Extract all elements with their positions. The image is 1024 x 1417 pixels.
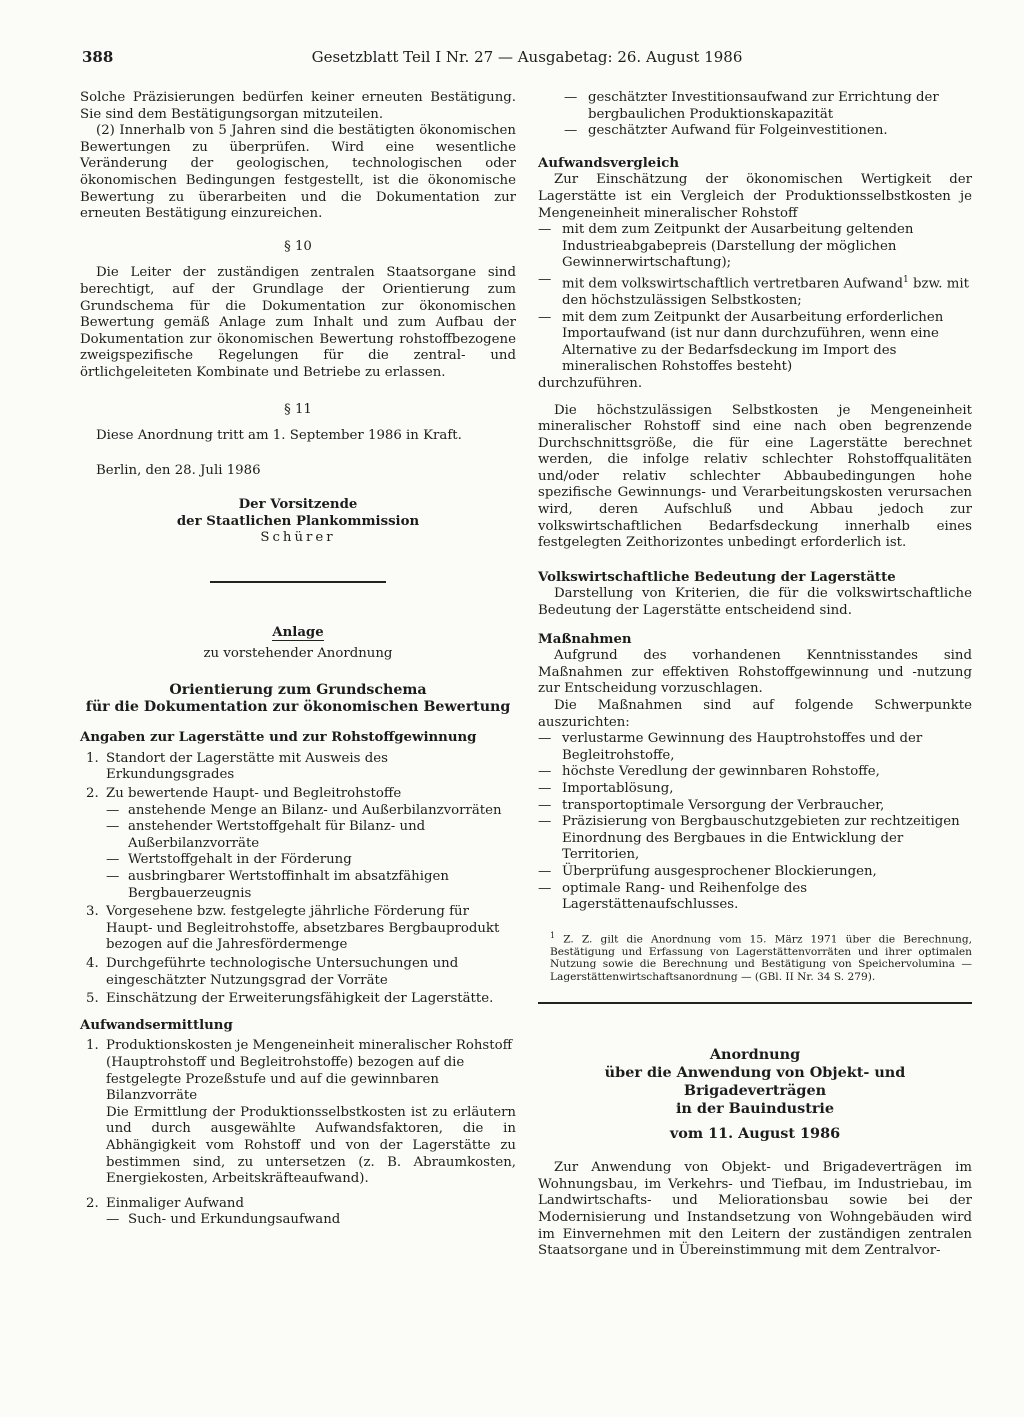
item-text: anstehende Menge an Bilanz- und Außerbilanzvorräten	[128, 802, 502, 818]
paragraph: Die Maßnahmen sind auf folgende Schwerpunkte auszurichten:	[538, 698, 972, 730]
list-item	[80, 904, 516, 954]
dash-glyph: —	[538, 731, 552, 747]
dash-glyph: —	[106, 869, 120, 884]
item-number: 2.	[86, 1195, 99, 1211]
list-item	[538, 798, 972, 815]
numbered-list	[80, 1038, 516, 1229]
section-heading: § 11	[284, 401, 312, 417]
list-item	[80, 751, 516, 784]
footnote	[538, 930, 972, 984]
subheading: Aufwandsvergleich	[538, 155, 680, 171]
numbered-list	[80, 751, 516, 1008]
list-item	[80, 1196, 516, 1229]
item-number: 5.	[86, 991, 99, 1007]
item-text: geschätzter Aufwand für Folgeinvestitionen.	[588, 123, 888, 139]
annex-subtitle: zu vorstehender Anordnung	[203, 645, 393, 661]
item-text: ausbringbarer Wertstoffinhalt im absatzfähigen Bergbauerzeugnis	[128, 869, 449, 901]
dash-list	[538, 222, 972, 376]
dash-glyph: —	[538, 780, 552, 796]
list-item	[80, 991, 516, 1008]
item-text: höchste Veredlung der gewinnbaren Rohstoffe,	[562, 764, 880, 780]
dash-glyph: —	[538, 814, 552, 830]
item-text: Such- und Erkundungsaufwand	[128, 1212, 341, 1228]
dash-glyph: —	[106, 819, 120, 835]
list-item	[106, 852, 516, 869]
ordinance-subtitle: über die Anwendung von Objekt- und Brigadeverträgen	[604, 1063, 906, 1099]
ordinance-subtitle: in der Bauindustrie	[675, 1099, 835, 1117]
item-text: Zu bewertende Haupt- und Begleitrohstoffe	[106, 786, 402, 802]
dash-glyph: —	[106, 802, 120, 818]
list-item	[538, 222, 972, 272]
list-item	[538, 864, 972, 881]
dash-glyph: —	[106, 852, 120, 868]
list-item	[538, 781, 972, 798]
paragraph: Die höchstzulässigen Selbstkosten je Mengeneinheit mineralischer Rohstoff sind eine nach oben begrenzende Durchschnittsgröße, die für eine Lagerstätte berechnet werden, die infolge relativ schlechter Rohstoffqualitäten und/oder relativ schlechter Abbaubedingungen hohe spezifische Gewinnungs- und Verarbeitungskosten verursachen wird, deren Aufschluß und Abbau jedoch zur volkswirtschaftlichen Bedarfsdeckung innerhalb eines festgelegten Zeithorizontes unbedingt erforderlich ist.	[538, 402, 972, 551]
item-text: Standort der Lagerstätte mit Ausweis des Erkundungsgrades	[106, 750, 388, 783]
dash-glyph: —	[564, 90, 578, 105]
paragraph: Zur Anwendung von Objekt- und Brigadeverträgen im Wohnungsbau, im Verkehrs- und Tiefbau, im Industriebau, im Landwirtschafts- und Meliorationsbau sowie bei der Modernisierung und Instandsetzung von Wohngebäuden wird im Einvernehmen mit den Leitern der zuständigen zentralen Staatsorgane und in Übereinstimmung mit dem Zentralvor-	[538, 1160, 972, 1259]
dash-glyph: —	[538, 222, 552, 238]
page-header	[82, 48, 972, 72]
list-item	[106, 869, 516, 902]
dash-list	[106, 803, 516, 903]
item-text: bzw. mit den höchstzulässigen Selbstkosten;	[562, 276, 969, 308]
paragraph: Darstellung von Kriterien, die für die volkswirtschaftliche Bedeutung der Lagerstätte entscheidend sind.	[538, 586, 972, 619]
divider	[538, 1002, 972, 1004]
list-item	[80, 1038, 516, 1187]
item-text: Durchgeführte technologische Untersuchungen und eingeschätzter Nutzungsgrad der Vorräte	[106, 955, 459, 988]
annex-title-line1: Orientierung zum Grundschema	[169, 682, 427, 699]
right-column	[538, 90, 972, 1260]
dash-list	[106, 1212, 516, 1229]
annex-label: Anlage	[272, 625, 324, 641]
subheading: Maßnahmen	[538, 631, 632, 647]
list-item	[538, 881, 972, 914]
section-heading: § 10	[284, 238, 312, 254]
subheading: Angaben zur Lagerstätte und zur Rohstoffgewinnung	[80, 730, 477, 746]
dash-glyph: —	[564, 123, 578, 139]
item-text: Produktionskosten je Mengeneinheit mineralischer Rohstoff (Hauptrohstoff und Begleitrohstoffe) bezogen auf die festgelegte Prozeßstufe und auf die gewinnbaren Bilanzvorräte	[106, 1038, 513, 1104]
paragraph: Aufgrund des vorhandenen Kenntnisstandes sind Maßnahmen zur effektiven Rohstoffgewinnung und -nutzung zur Entscheidung vorzuschlagen.	[538, 648, 972, 697]
annex-title-line2: für die Dokumentation zur ökonomischen Bewertung	[85, 699, 511, 716]
list-item	[538, 123, 972, 140]
footnote-marker: 1	[902, 274, 909, 285]
list-item	[106, 1212, 516, 1229]
dash-glyph: —	[538, 271, 552, 287]
paragraph: Diese Anordnung tritt am 1. September 1986 in Kraft.	[96, 428, 462, 444]
item-text: mit dem zum Zeitpunkt der Ausarbeitung geltenden Industrieabgabepreis (Darstellung der möglichen Gewinnerwirtschaftung);	[562, 222, 914, 271]
page-number: 388	[82, 48, 114, 66]
subheading: Volkswirtschaftliche Bedeutung der Lagerstätte	[538, 569, 896, 585]
subheading: Aufwandsermittlung	[80, 1017, 233, 1033]
item-text: Präzisierung von Bergbauschutzgebieten zur rechtzeitigen Einordnung des Bergbaues in die Entwicklung der Territorien,	[562, 814, 960, 863]
item-text: Einschätzung der Erweiterungsfähigkeit der Lagerstätte.	[106, 991, 494, 1007]
list-item	[538, 814, 972, 864]
item-text: verlustarme Gewinnung des Hauptrohstoffes und der Begleitrohstoffe,	[562, 731, 923, 763]
ordinance-title: Anordnung	[709, 1045, 801, 1063]
paragraph: Zur Einschätzung der ökonomischen Wertigkeit der Lagerstätte ist ein Vergleich der Produktionsselbstkosten je Mengeneinheit mineralischer Rohstoff	[538, 172, 972, 221]
list-item	[538, 90, 972, 123]
list-item	[80, 786, 516, 902]
item-number: 2.	[86, 786, 99, 802]
item-text: Einmaliger Aufwand	[106, 1195, 245, 1211]
signature-title: Der Vorsitzende	[238, 497, 358, 513]
list-item	[106, 803, 516, 820]
divider	[210, 581, 386, 583]
item-number: 1.	[86, 1038, 99, 1054]
signature-org: der Staatlichen Plankommission	[176, 513, 420, 529]
date-line: Berlin, den 28. Juli 1986	[96, 462, 261, 478]
dash-glyph: —	[538, 309, 552, 325]
list-item	[538, 731, 972, 764]
paragraph: Die Leiter der zuständigen zentralen Staatsorgane sind berechtigt, auf der Grundlage der Orientierung zum Grundschema für die Dokumentation zur ökonomischen Bewertung gemäß Anlage zum Inhalt und zum Aufbau der Dokumentation zur ökonomischen Bewertung rohstoffbezogene zweigspezifische Regelungen für die zentral- und örtlichgeleiteten Kombinate und Betriebe zu erlassen.	[80, 265, 516, 380]
dash-glyph: —	[538, 863, 552, 879]
list-item	[80, 956, 516, 989]
item-text: geschätzter Investitionsaufwand zur Errichtung der bergbaulichen Produktionskapazität	[588, 90, 939, 122]
dash-glyph: —	[538, 764, 552, 780]
item-text: Vorgesehene bzw. festgelegte jährliche Förderung für Haupt- und Begleitrohstoffe, absetzbares Bergbauprodukt bezogen auf die Jahresfördermenge	[106, 904, 500, 953]
item-number: 4.	[86, 955, 99, 971]
item-number: 3.	[86, 904, 99, 920]
ordinance-date: vom 11. August 1986	[669, 1124, 841, 1142]
left-column	[80, 90, 516, 1231]
dash-list	[538, 731, 972, 914]
item-text: Importablösung,	[562, 780, 674, 796]
item-text: mit dem volkswirtschaftlich vertretbaren Aufwand	[562, 276, 903, 292]
item-text: transportoptimale Versorgung der Verbraucher,	[562, 797, 885, 813]
paragraph: (2) Innerhalb von 5 Jahren sind die bestätigten ökonomischen Bewertungen zu überprüfen. Wird eine wesentliche Veränderung der geologischen, technologischen oder ökonomischen Bedingungen festgestellt, ist die ökonomische Bewertung zu überarbeiten und die Dokumentation zur erneuten Bestätigung einzureichen.	[80, 123, 516, 222]
footnote-number: 1	[550, 930, 556, 940]
dash-list	[538, 90, 972, 140]
dash-glyph: —	[538, 880, 552, 896]
list-item	[106, 819, 516, 852]
annex-heading	[80, 625, 516, 642]
list-item	[538, 310, 972, 376]
item-text: optimale Rang- und Reihenfolge des Lagerstättenaufschlusses.	[562, 880, 808, 913]
dash-glyph: —	[106, 1212, 120, 1228]
item-text: anstehender Wertstoffgehalt für Bilanz- und Außerbilanzvorräte	[128, 819, 426, 851]
item-text: mit dem zum Zeitpunkt der Ausarbeitung erforderlichen Importaufwand (ist nur dann durchzuführen, wenn eine Alternative zu der Bedarfsdeckung im Import des mineralischen Rohstoffes besteht)	[562, 309, 944, 375]
running-title: Gesetzblatt Teil I Nr. 27 — Ausgabetag: 26. August 1986	[311, 48, 743, 66]
dash-glyph: —	[538, 797, 552, 813]
item-text: Überprüfung ausgesprochener Blockierungen,	[562, 863, 877, 879]
paragraph: Die Ermittlung der Produktionsselbstkosten ist zu erläutern und durch ausgewählte Aufwandsfaktoren, die in Abhängigkeit vom Rohstoff und von der Lagerstätte zu bestimmen sind, zu untersetzen (z. B. Abraumkosten, Energiekosten, Arbeitskräfteaufwand).	[106, 1104, 516, 1187]
list-item	[538, 272, 972, 310]
item-number: 1.	[86, 750, 99, 766]
signature-name: Schürer	[260, 530, 336, 546]
item-text: Wertstoffgehalt in der Förderung	[128, 852, 352, 868]
list-item	[538, 764, 972, 781]
paragraph: durchzuführen.	[538, 375, 643, 391]
paragraph: Solche Präzisierungen bedürfen keiner erneuten Bestätigung. Sie sind dem Bestätigungsorgan mitzuteilen.	[80, 90, 516, 122]
footnote-text: Z. Z. gilt die Anordnung vom 15. März 1971 über die Berechnung, Bestätigung und Erfassung von Lagerstättenvorräten und ihrer optimalen Nutzung sowie die Berechnung und Bestätigung von Speichervolumina — Lagerstättenwirtschaftsanordnung — (GBl. II Nr. 34 S. 279).	[550, 933, 972, 984]
